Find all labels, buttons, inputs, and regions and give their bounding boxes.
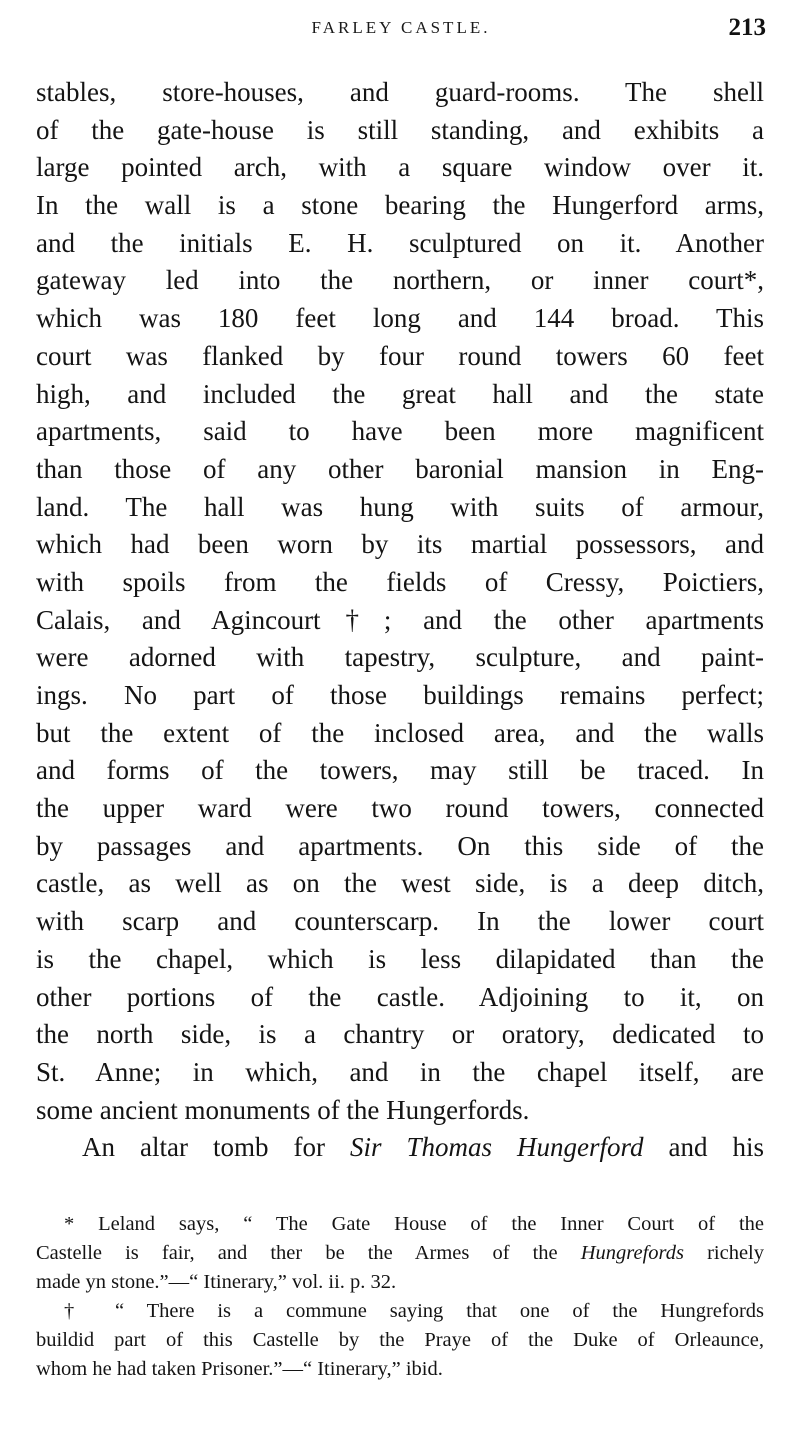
text-line: and the initials E. H. sculptured on it. Another [36,227,764,258]
footnote-line: * Leland says, “ The Gate House of the Inner Court of the [64,1213,764,1235]
text-line: high, and included the great hall and the state [36,378,764,409]
text-line: Calais, and Agincourt†; and the other apartments [36,604,764,635]
text-line: court was flanked by four round towers 60 feet [36,340,764,371]
footnote-line: whom he had taken Prisoner.”—“ Itinerary,” ibid. [36,1358,443,1380]
text-line: with spoils from the fields of Cressy, Poictiers, [36,566,764,597]
italic-name: Sir Thomas Hungerford [349,1132,644,1163]
text-line: land. The hall was hung with suits of armour, [36,491,764,522]
text-line: of the gate-house is still standing, and exhibits a [36,114,764,145]
text-line: apartments, said to have been more magnificent [36,416,764,447]
text-line: the north side, is a chantry or oratory, dedicated to [36,1019,764,1050]
text-line: gateway led into the northern, or inner court*, [36,265,764,296]
text-line: stables, store-houses, and guard-rooms. The shell [36,77,764,107]
footnote-text: Castelle is fair, and ther be the Armes of the [36,1242,581,1264]
text-line: which had been worn by its martial possessors, and [36,529,764,560]
running-title: FARLEY CASTLE. [311,18,491,37]
footnote-line [36,1239,764,1268]
text-line: other portions of the castle. Adjoining to it, on [36,981,764,1012]
footnote-line: † “ There is a commune saying that one of the Hungrefords [64,1300,764,1322]
paragraph-end-line: some ancient monuments of the Hungerfords. [36,1094,530,1125]
text-line: which was 180 feet long and 144 broad. This [36,303,764,334]
body-text [36,74,764,1167]
text-line: In the wall is a stone bearing the Hungerford arms, [36,190,764,221]
line-text: An altar tomb for [82,1132,350,1163]
line-text: and his [643,1132,764,1163]
footnote-italic: Hungrefords [580,1242,684,1264]
text-line: by passages and apartments. On this side of the [36,830,764,861]
text-line: large pointed arch, with a square window over it. [36,152,764,183]
footnote-text: richely [684,1242,764,1264]
running-head [36,14,766,46]
text-line: is the chapel, which is less dilapidated than the [36,943,764,974]
paragraph-start-line [36,1129,764,1167]
text-line: castle, as well as on the west side, is a deep ditch, [36,868,764,899]
text-line: were adorned with tapestry, sculpture, and paint- [36,642,764,673]
text-line: ings. No part of those buildings remains perfect; [36,680,764,710]
text-line: and forms of the towers, may still be traced. In [36,755,764,786]
footnotes [36,1210,764,1384]
footnote-line: made yn stone.”—“ Itinerary,” vol. ii. p. 32. [36,1271,397,1293]
footnote-line: buildid part of this Castelle by the Praye of the Duke of Orleaunce, [36,1329,764,1351]
text-line: but the extent of the inclosed area, and the walls [36,717,764,748]
text-line: than those of any other baronial mansion in Eng- [36,453,764,484]
page-number: 213 [728,14,766,41]
text-line: the upper ward were two round towers, connected [36,793,764,824]
text-line: with scarp and counterscarp. In the lower court [36,906,764,937]
text-line: St. Anne; in which, and in the chapel itself, are [36,1056,764,1087]
